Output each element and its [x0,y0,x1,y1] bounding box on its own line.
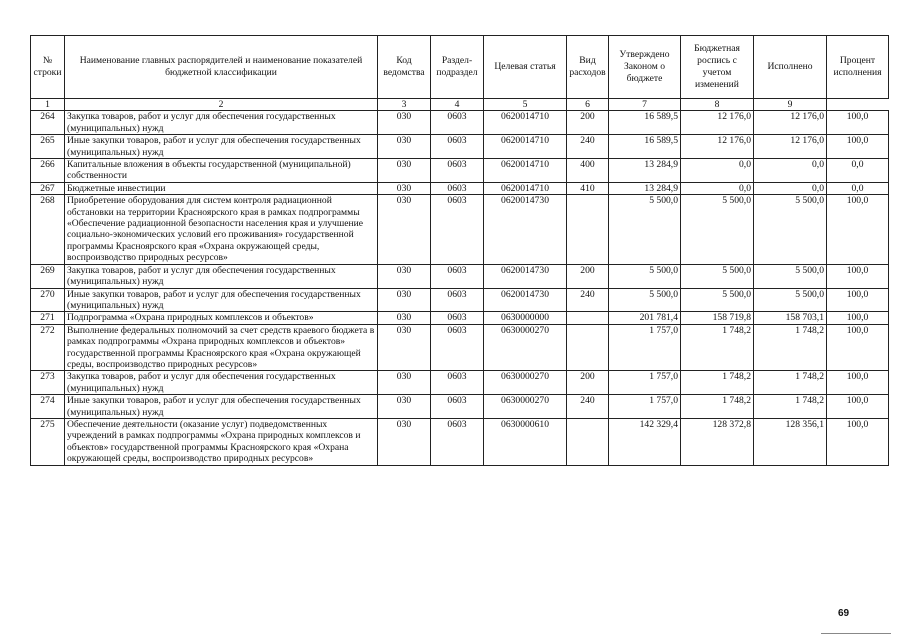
column-number: 9 [754,99,827,111]
row-section: 0603 [431,159,484,183]
table-row [31,182,889,194]
row-expense-type: 200 [567,111,609,135]
row-budget-plan: 1 748,2 [681,371,754,395]
column-number: 8 [681,99,754,111]
column-number: 2 [65,99,378,111]
row-target-item: 0620014710 [484,159,567,183]
row-budget-plan: 1 748,2 [681,395,754,419]
table-row [31,159,889,183]
row-budget-plan: 128 372,8 [681,418,754,465]
row-percent: 100,0 [827,371,889,395]
row-expense-type [567,195,609,264]
row-dept-code: 030 [378,418,431,465]
row-budget-plan: 5 500,0 [681,195,754,264]
row-dept-code: 030 [378,111,431,135]
column-number-row [31,99,889,111]
table-row [31,195,889,264]
row-target-item: 0620014710 [484,111,567,135]
row-expense-type: 240 [567,288,609,312]
table-header-row [31,36,889,99]
header-name: Наименование главных распорядителей и наименование показателей бюджетной классификации [65,36,378,99]
table-row [31,135,889,159]
row-executed: 1 748,2 [754,395,827,419]
row-number: 267 [31,182,65,194]
page-number: 69 [838,608,850,619]
row-target-item: 0630000270 [484,395,567,419]
column-number: 1 [31,99,65,111]
header-expense-type: Вид расходов [567,36,609,99]
row-dept-code: 030 [378,371,431,395]
row-expense-type [567,312,609,324]
row-name: Иные закупки товаров, работ и услуг для обеспечения государственных (муниципальных) нужд [65,395,378,419]
row-section: 0603 [431,195,484,264]
row-section: 0603 [431,312,484,324]
row-target-item: 0620014730 [484,264,567,288]
footer-divider [821,633,891,634]
row-number: 273 [31,371,65,395]
table-row [31,312,889,324]
row-dept-code: 030 [378,195,431,264]
row-dept-code: 030 [378,312,431,324]
row-name: Выполнение федеральных полномочий за счет средств краевого бюджета в рамках подпрограммы «Охрана природных комплексов и объектов» государственной программы Красноярского края «Охрана окружающей среды, воспроизводство природных ресурсов» [65,324,378,371]
row-budget-plan: 1 748,2 [681,324,754,371]
row-approved: 1 757,0 [609,395,681,419]
row-approved: 16 589,5 [609,135,681,159]
table-row [31,111,889,135]
row-executed: 12 176,0 [754,111,827,135]
row-dept-code: 030 [378,324,431,371]
row-expense-type: 200 [567,264,609,288]
row-section: 0603 [431,418,484,465]
row-dept-code: 030 [378,159,431,183]
row-budget-plan: 0,0 [681,182,754,194]
row-percent: 100,0 [827,312,889,324]
row-approved: 5 500,0 [609,195,681,264]
column-number: 5 [484,99,567,111]
row-percent: 0,0 [827,159,889,183]
column-number: 7 [609,99,681,111]
budget-table [30,35,889,466]
header-target-item: Целевая статья [484,36,567,99]
row-expense-type: 240 [567,395,609,419]
row-percent: 100,0 [827,111,889,135]
row-name: Закупка товаров, работ и услуг для обеспечения государственных (муниципальных) нужд [65,371,378,395]
column-number: 3 [378,99,431,111]
header-section: Раздел- подраздел [431,36,484,99]
row-budget-plan: 5 500,0 [681,264,754,288]
row-number: 270 [31,288,65,312]
row-number: 269 [31,264,65,288]
row-percent: 100,0 [827,288,889,312]
row-target-item: 0620014730 [484,195,567,264]
row-target-item: 0630000000 [484,312,567,324]
row-name: Обеспечение деятельности (оказание услуг) подведомственных учреждений в рамках подпрограммы «Охрана природных комплексов и объектов» государственной программы Красноярского края «Охрана окружающей среды, воспроизводство природных ресурсов» [65,418,378,465]
row-approved: 1 757,0 [609,324,681,371]
row-name: Иные закупки товаров, работ и услуг для обеспечения государственных (муниципальных) нужд [65,135,378,159]
column-number: 4 [431,99,484,111]
row-dept-code: 030 [378,288,431,312]
row-budget-plan: 5 500,0 [681,288,754,312]
row-executed: 0,0 [754,182,827,194]
row-executed: 1 748,2 [754,371,827,395]
row-number: 268 [31,195,65,264]
row-approved: 142 329,4 [609,418,681,465]
row-number: 266 [31,159,65,183]
row-number: 271 [31,312,65,324]
table-row [31,418,889,465]
header-percent: Процент исполнения [827,36,889,99]
row-section: 0603 [431,111,484,135]
header-row-number: № строки [31,36,65,99]
row-percent: 100,0 [827,195,889,264]
row-percent: 100,0 [827,395,889,419]
table-row [31,371,889,395]
table-row [31,288,889,312]
row-number: 275 [31,418,65,465]
row-approved: 5 500,0 [609,264,681,288]
row-dept-code: 030 [378,135,431,159]
row-percent: 100,0 [827,264,889,288]
header-budget-plan: Бюджетная роспись с учетом изменений [681,36,754,99]
row-number: 265 [31,135,65,159]
row-name: Бюджетные инвестиции [65,182,378,194]
row-executed: 5 500,0 [754,288,827,312]
row-name: Капитальные вложения в объекты государственной (муниципальной) собственности [65,159,378,183]
header-executed: Исполнено [754,36,827,99]
row-target-item: 0620014710 [484,135,567,159]
row-expense-type [567,418,609,465]
header-approved: Утверждено Законом о бюджете [609,36,681,99]
row-target-item: 0620014710 [484,182,567,194]
row-name: Подпрограмма «Охрана природных комплексов и объектов» [65,312,378,324]
row-number: 264 [31,111,65,135]
row-executed: 12 176,0 [754,135,827,159]
row-expense-type: 400 [567,159,609,183]
row-section: 0603 [431,264,484,288]
row-percent: 0,0 [827,182,889,194]
row-section: 0603 [431,182,484,194]
row-section: 0603 [431,135,484,159]
row-approved: 201 781,4 [609,312,681,324]
table-row [31,324,889,371]
row-dept-code: 030 [378,264,431,288]
row-target-item: 0620014730 [484,288,567,312]
row-budget-plan: 158 719,8 [681,312,754,324]
row-executed: 5 500,0 [754,195,827,264]
row-expense-type [567,324,609,371]
row-target-item: 0630000270 [484,324,567,371]
row-target-item: 0630000270 [484,371,567,395]
row-approved: 13 284,9 [609,159,681,183]
header-dept-code: Код ведомства [378,36,431,99]
row-approved: 5 500,0 [609,288,681,312]
row-executed: 128 356,1 [754,418,827,465]
row-executed: 158 703,1 [754,312,827,324]
row-number: 274 [31,395,65,419]
row-target-item: 0630000610 [484,418,567,465]
row-approved: 1 757,0 [609,371,681,395]
row-percent: 100,0 [827,324,889,371]
row-approved: 13 284,9 [609,182,681,194]
row-executed: 0,0 [754,159,827,183]
row-approved: 16 589,5 [609,111,681,135]
row-percent: 100,0 [827,418,889,465]
row-budget-plan: 12 176,0 [681,111,754,135]
row-number: 272 [31,324,65,371]
row-expense-type: 200 [567,371,609,395]
row-section: 0603 [431,395,484,419]
row-section: 0603 [431,324,484,371]
row-percent: 100,0 [827,135,889,159]
row-budget-plan: 12 176,0 [681,135,754,159]
table-row [31,395,889,419]
row-budget-plan: 0,0 [681,159,754,183]
row-expense-type: 240 [567,135,609,159]
row-name: Закупка товаров, работ и услуг для обеспечения государственных (муниципальных) нужд [65,264,378,288]
row-name: Закупка товаров, работ и услуг для обеспечения государственных (муниципальных) нужд [65,111,378,135]
row-expense-type: 410 [567,182,609,194]
row-section: 0603 [431,288,484,312]
row-name: Приобретение оборудования для систем контроля радиационной обстановки на территории Красноярского края в рамках подпрограммы «Обеспечение радиационной безопасности населения края и улучшение социально-экономических условий его проживания» государственной программы Красноярского края «Охрана окружающей среды, воспроизводство природных ресурсов» [65,195,378,264]
row-executed: 5 500,0 [754,264,827,288]
column-number: 6 [567,99,609,111]
row-name: Иные закупки товаров, работ и услуг для обеспечения государственных (муниципальных) нужд [65,288,378,312]
row-dept-code: 030 [378,182,431,194]
row-section: 0603 [431,371,484,395]
row-dept-code: 030 [378,395,431,419]
row-executed: 1 748,2 [754,324,827,371]
table-row [31,264,889,288]
